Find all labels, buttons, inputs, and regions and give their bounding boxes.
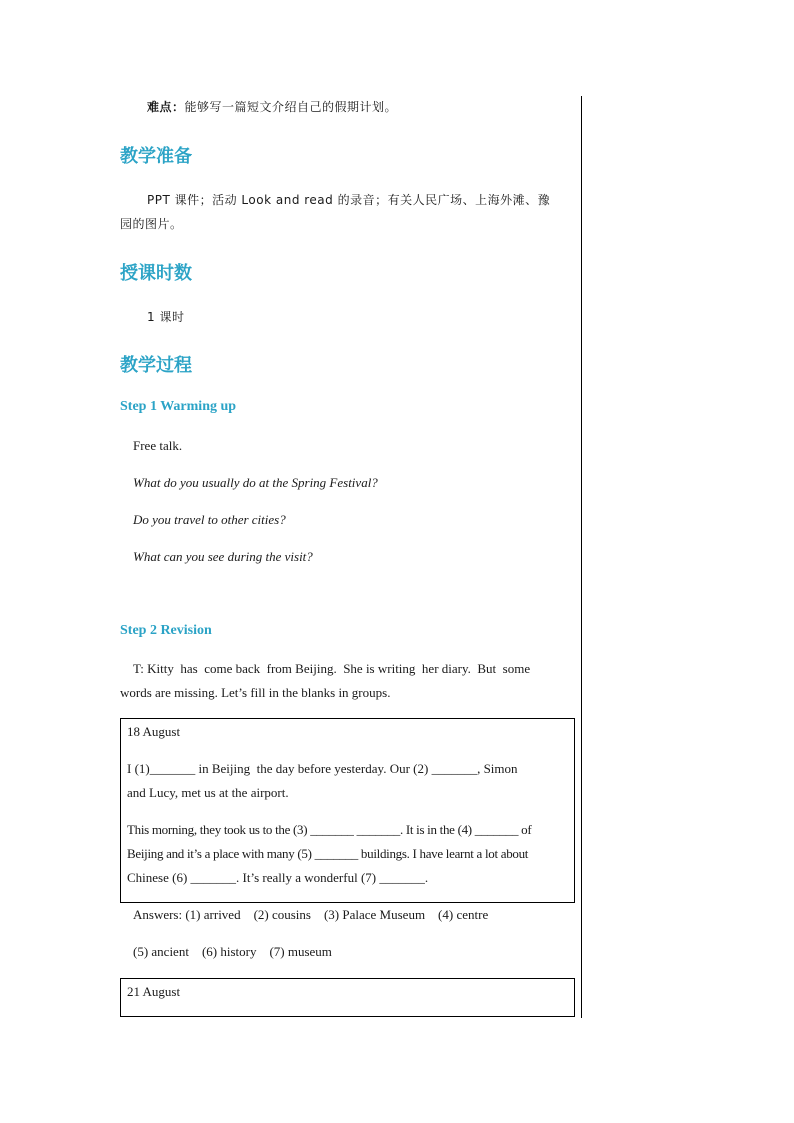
process-heading: 教学过程 [120, 355, 192, 376]
diary-box-21-august [120, 978, 575, 1017]
difficulty-line [147, 98, 397, 115]
step2-title: Step 2 Revision [120, 623, 212, 638]
step2-intro-line-1: T: Kitty has come back from Beijing. She is writing her diary. But some [133, 661, 531, 676]
difficulty-text: 能够写一篇短文介绍自己的假期计划。 [184, 100, 398, 114]
answers-line-2: (5) ancient (6) history (7) museum [133, 944, 332, 959]
answers-line-1: Answers: (1) arrived (2) cousins (3) Palace Museum (4) centre [133, 907, 489, 922]
hours-text: 1 课时 [147, 310, 185, 324]
step1-line-3: Do you travel to other cities? [133, 512, 286, 527]
step1-line-4: What can you see during the visit? [133, 549, 313, 564]
step1-line-1: Free talk. [133, 438, 183, 453]
diary-box-18-august [120, 718, 575, 903]
prep-heading: 教学准备 [120, 146, 192, 167]
prep-line-2: 园的图片。 [120, 217, 183, 231]
diary-paragraph-1-line-1: I (1)_______ in Beijing the day before yesterday. Our (2) _______, Simon [127, 761, 518, 776]
difficulty-label: 难点： [147, 100, 185, 114]
diary-paragraph-1-line-2: and Lucy, met us at the airport. [127, 785, 289, 800]
step2-intro-line-2: words are missing. Let’s fill in the blanks in groups. [120, 685, 391, 700]
hours-heading: 授课时数 [120, 263, 192, 284]
diary-paragraph-2-line-3: Chinese (6) _______. It’s really a wonderful (7) _______. [127, 870, 429, 885]
margin-rule [581, 96, 582, 1018]
diary-date: 18 August [127, 724, 181, 739]
step1-line-2: What do you usually do at the Spring Festival? [133, 475, 378, 490]
diary-paragraph-2-line-1: This morning, they took us to the (3) _______ _______. It is in the (4) _______ of [127, 822, 532, 837]
step1-title: Step 1 Warming up [120, 399, 237, 414]
prep-line-1: PPT 课件；活动 Look and read 的录音；有关人民广场、上海外滩、豫 [147, 193, 551, 207]
diary-paragraph-2-line-2: Beijing and it’s a place with many (5) _______ buildings. I have learnt a lot about [127, 846, 529, 861]
diary-date: 21 August [127, 984, 181, 999]
